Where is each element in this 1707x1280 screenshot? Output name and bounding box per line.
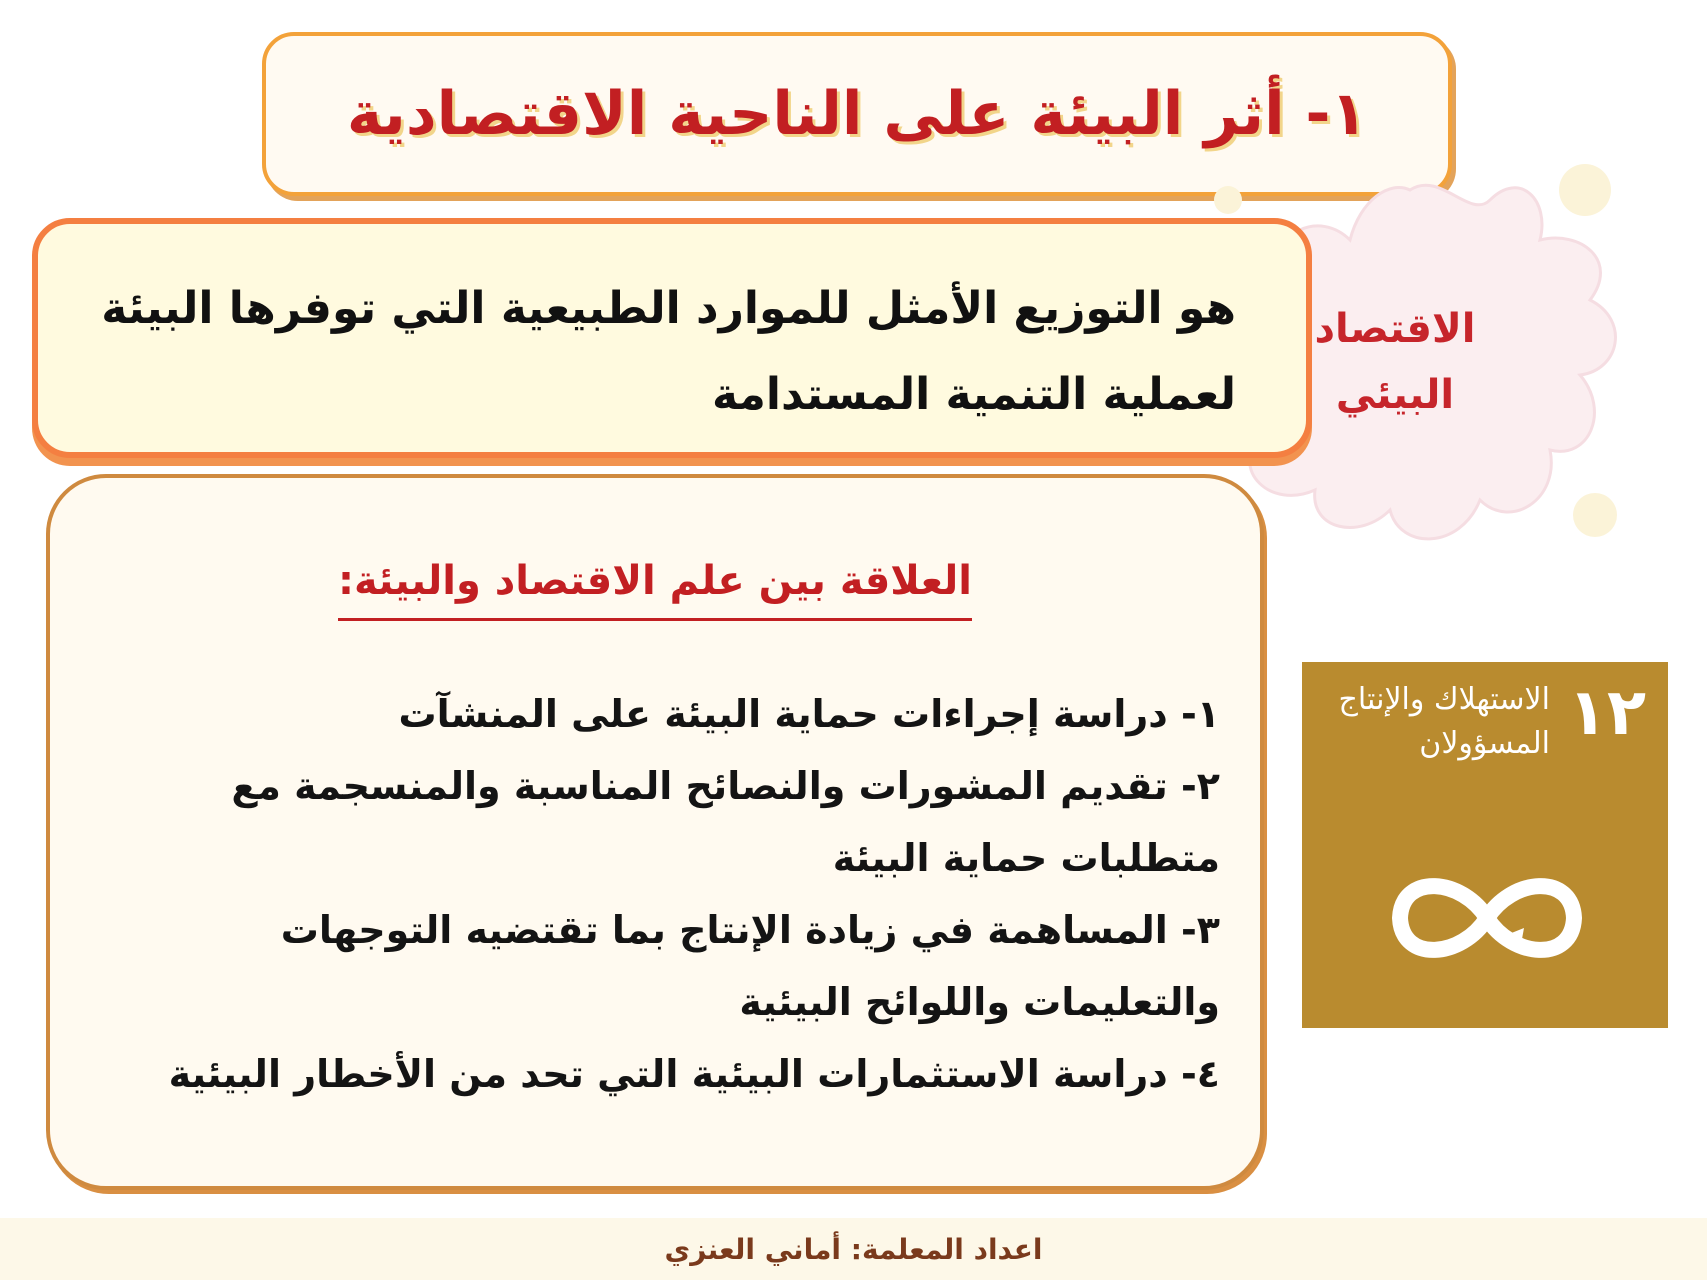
definition-text: هو التوزيع الأمثل للموارد الطبيعية التي توفرها البيئة لعملية التنمية المستدامة [101,283,1236,420]
sdg-goal-tile [1302,662,1668,1028]
list-item: ٤- دراسة الاستثمارات البيئية التي تحد من الأخطار البيئية [168,1052,1220,1096]
relationship-heading: العلاقة بين علم الاقتصاد والبيئة: [50,558,1260,604]
list-item: ٢- تقديم المشورات والنصائح المناسبة والمنسجمة مع متطلبات حماية البيئة [231,764,1220,880]
relationship-panel [46,474,1264,1190]
sdg-label: الاستهلاك والإنتاج المسؤولان [1338,682,1550,761]
list-item: ١- دراسة إجراءات حماية البيئة على المنشآت [398,692,1220,736]
relationship-list [80,678,1220,1110]
footer-bar [0,1218,1707,1280]
definition-box [32,218,1312,458]
infinity-icon [1382,858,1592,978]
author-credit: اعداد المعلمة: أماني العنزي [664,1232,1043,1266]
page-title: ١- أثر البيئة على الناحية الاقتصادية [346,79,1368,149]
list-item: ٣- المساهمة في زيادة الإنتاج بما تقتضيه التوجهات والتعليمات واللوائح البيئية [280,908,1220,1024]
term-badge-label: الاقتصاد البيئي [1314,306,1476,418]
sdg-number: ١٢ [1567,676,1646,750]
